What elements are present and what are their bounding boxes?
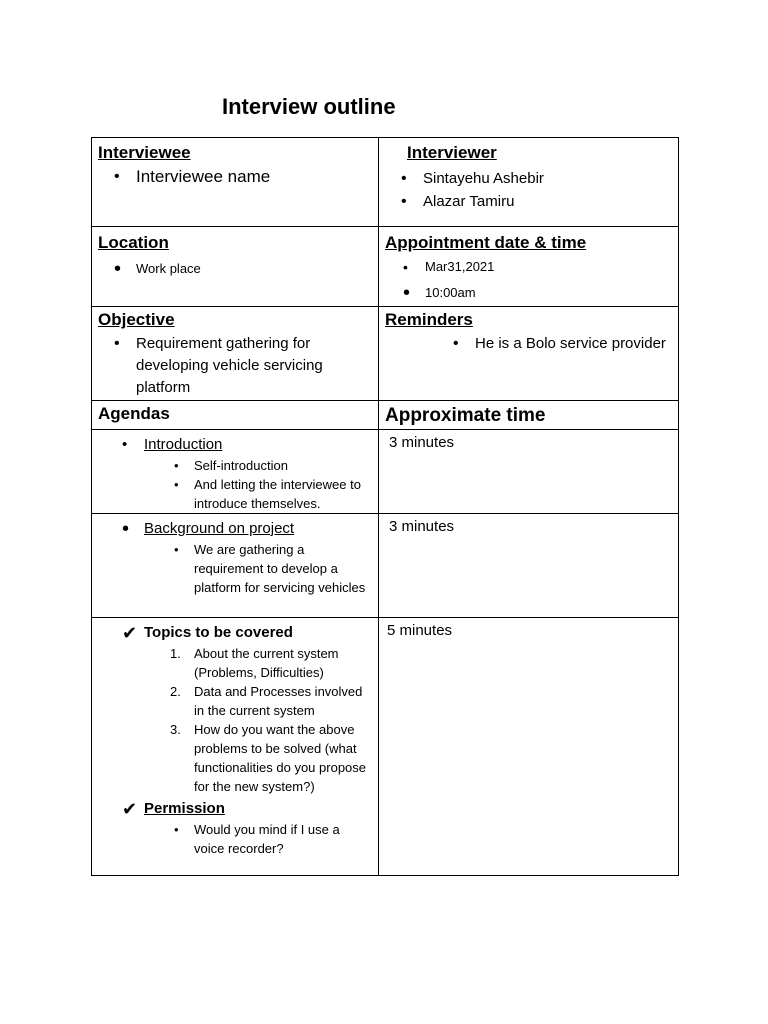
topic-text: How do you want the above problems to be solved (what functionalities do you propose for the new system?) [194, 722, 367, 794]
list-item: • Alazar Tamiru [385, 190, 672, 213]
appointment-list [385, 254, 672, 306]
objective-cell [92, 307, 379, 401]
agenda-row [92, 618, 679, 876]
agenda-label: Introduction [144, 436, 223, 453]
document-title: Interview outline [222, 94, 396, 119]
agenda-time-cell [379, 514, 679, 618]
objective-heading: Objective [98, 310, 175, 329]
checkmark-icon: ✔ [122, 799, 138, 819]
agenda-sublist [98, 540, 372, 597]
reminders-cell [379, 307, 679, 401]
agenda-cell [92, 514, 379, 618]
list-item: • Would you mind if I use a voice recorder? [98, 820, 372, 858]
agenda-row [92, 514, 679, 618]
location-list [98, 256, 372, 282]
checkmark-icon: ✔ [122, 623, 138, 643]
agenda-item-topics [98, 622, 372, 644]
agenda-label: Permission [144, 800, 225, 817]
interviewee-heading: Interviewee [98, 143, 191, 162]
time-heading-cell [379, 401, 679, 430]
agenda-time: 3 minutes [389, 518, 455, 535]
objective-row [92, 307, 679, 401]
approximate-time-heading: Approximate time [385, 405, 546, 426]
list-item: 1. About the current system (Problems, Difficulties) [170, 646, 339, 680]
agenda-time-cell [379, 430, 679, 514]
objective-list [98, 333, 372, 399]
interviewee-cell [92, 138, 379, 227]
participants-row [92, 138, 679, 227]
agenda-label: Topics to be covered [144, 624, 293, 641]
appointment-cell [379, 227, 679, 307]
agenda-time: 5 minutes [387, 622, 453, 639]
topic-text: Data and Processes involved in the current system [194, 684, 363, 718]
permission-list [98, 820, 372, 858]
location-cell [92, 227, 379, 307]
interviewer-heading: Interviewer [407, 143, 497, 162]
agenda-item-permission [98, 798, 372, 820]
agenda-header-row [92, 401, 679, 430]
list-item: • Requirement gathering for developing vehicle servicing platform [98, 333, 372, 399]
list-item: • 10:00am [385, 280, 672, 306]
agenda-item-background [98, 518, 372, 540]
interviewer-list [385, 167, 672, 213]
agenda-cell [92, 430, 379, 514]
appointment-heading: Appointment date & time [385, 233, 587, 252]
agenda-label: Background on project [144, 520, 295, 537]
location-row [92, 227, 679, 307]
bullet-icon: • [122, 518, 130, 540]
interviewer-cell [379, 138, 679, 227]
list-item: • He is a Bolo service provider [385, 333, 672, 355]
reminders-heading: Reminders [385, 310, 473, 329]
list-item: • Mar31,2021 [385, 254, 672, 280]
interview-outline-table [91, 137, 679, 876]
bullet-icon: • [122, 436, 128, 453]
list-item: • Sintayehu Ashebir [385, 167, 672, 190]
list-item: 3. How do you want the above problems to be solved (what functionalities do you propose for the new system?) [170, 722, 367, 794]
agendas-heading-cell [92, 401, 379, 430]
agenda-time-cell [379, 618, 679, 876]
interviewee-list [98, 166, 372, 188]
topics-list [98, 644, 372, 796]
list-item: • We are gathering a requirement to develop a platform for servicing vehicles [98, 540, 372, 597]
list-item: • Self-introduction [98, 456, 372, 475]
agenda-cell [92, 618, 379, 876]
topic-text: About the current system (Problems, Difficulties) [194, 646, 339, 680]
agenda-row [92, 430, 679, 514]
reminders-list [385, 333, 672, 355]
list-item: • Work place [98, 256, 372, 282]
list-item: • And letting the interviewee to introduce themselves. [98, 475, 372, 513]
location-heading: Location [98, 233, 169, 252]
list-item: 2. Data and Processes involved in the current system [170, 684, 363, 718]
agenda-sublist [98, 456, 372, 513]
list-item: • Interviewee name [98, 166, 372, 188]
agendas-heading: Agendas [98, 404, 170, 423]
agenda-item-introduction [98, 434, 372, 456]
agenda-time: 3 minutes [389, 434, 455, 451]
